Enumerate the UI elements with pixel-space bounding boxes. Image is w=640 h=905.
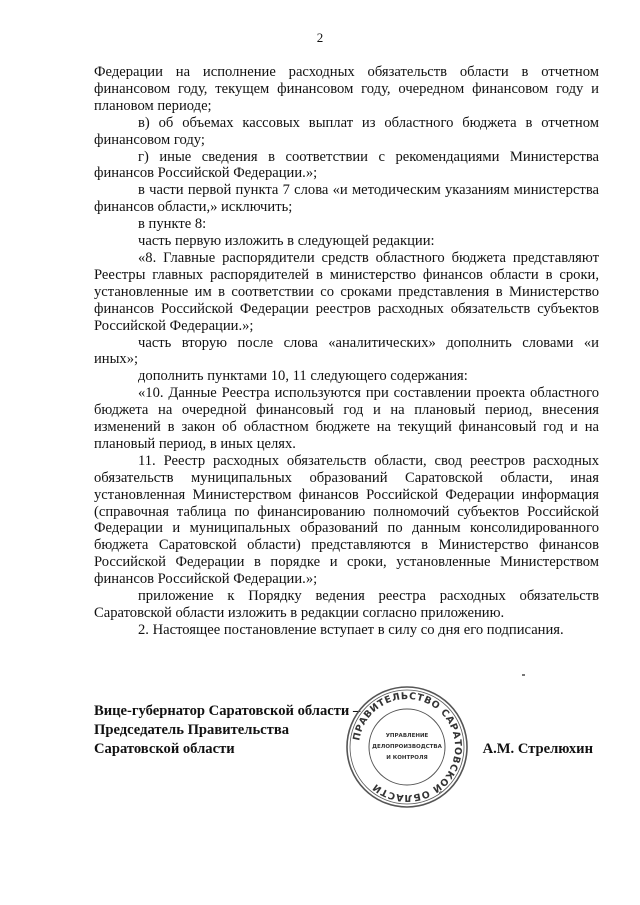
seal-center-line-3: И КОНТРОЛЯ: [386, 755, 428, 761]
body-paragraph: дополнить пунктами 10, 11 следующего содержания:: [138, 368, 468, 385]
signatory-position: [94, 702, 360, 759]
page-number: 2: [316, 30, 324, 45]
body-paragraph: 11. Реестр расходных обязательств области, свод реестров расходных обязательств муниципальных образований Саратовской области, иная установленная Министерством финансов Российской Федерации информация (справочная таблица по финансированию полномочий субъектов Российской Федерации и муниципальных образований по данным консолидированного бюджета Саратовской области) представляются в Министерство финансов Российской Федерации в порядке и сроки, установленные Министерством финансов Российской Федерации.»;: [94, 452, 599, 588]
body-paragraph: «10. Данные Реестра используются при составлении проекта областного бюджета на очередной финансовый год и на плановый период, внесения изменений в закон об областном бюджете на текущий финансовый год и на плановый период, в иных целях.: [94, 385, 599, 452]
seal-graphic: [342, 682, 472, 812]
signatory-position-line-3: Саратовской области: [94, 741, 235, 757]
document-body: [94, 64, 599, 639]
seal-center-line-1: УПРАВЛЕНИЕ: [385, 733, 429, 739]
official-seal: [342, 682, 472, 812]
signatory-position-line-1: Вице-губернатор Саратовской области –: [94, 703, 361, 719]
body-paragraph: в части первой пункта 7 слова «и методическим указаниям министерства финансов области,» исключить;: [94, 182, 599, 216]
body-paragraph: г) иные сведения в соответствии с рекомендациями Министерства финансов Российской Федерации.»;: [94, 148, 599, 182]
signature-block: [94, 690, 599, 812]
seal-ring-text: ПРАВИТЕЛЬСТВО САРАТОВСКОЙ ОБЛАСТИ: [351, 690, 464, 804]
body-paragraph: «8. Главные распорядители средств областного бюджета представляют Реестры главных распорядителей в министерство финансов области в сроки, установленные им в соответствии со сроками представления в Министерство финансов Российской Федерации реестров расходных обязательств субъектов Российской Федерации.»;: [94, 249, 599, 334]
body-paragraph: часть первую изложить в следующей редакции:: [138, 233, 435, 250]
body-paragraph: в) об объемах кассовых выплат из областного бюджета в отчетном финансовом году;: [94, 114, 599, 148]
signatory-name: А.М. Стрелюхин: [482, 741, 593, 757]
scan-speck: [522, 674, 525, 676]
body-paragraph: 2. Настоящее постановление вступает в силу со дня его подписания.: [138, 621, 564, 638]
body-paragraph: Федерации на исполнение расходных обязательств области в отчетном финансовом году, текущем финансовом году, очередном финансовом году и плановом периоде;: [94, 64, 599, 114]
body-paragraph: в пункте 8:: [138, 216, 207, 233]
body-paragraph: приложение к Порядку ведения реестра расходных обязательств Саратовской области изложить в редакции согласно приложению.: [94, 588, 599, 621]
body-paragraph: часть вторую после слова «аналитических» дополнить словами «и иных»;: [94, 334, 599, 368]
signatory-position-line-2: Председатель Правительства: [94, 722, 290, 738]
seal-center-line-2: ДЕЛОПРОИЗВОДСТВА: [372, 744, 442, 750]
